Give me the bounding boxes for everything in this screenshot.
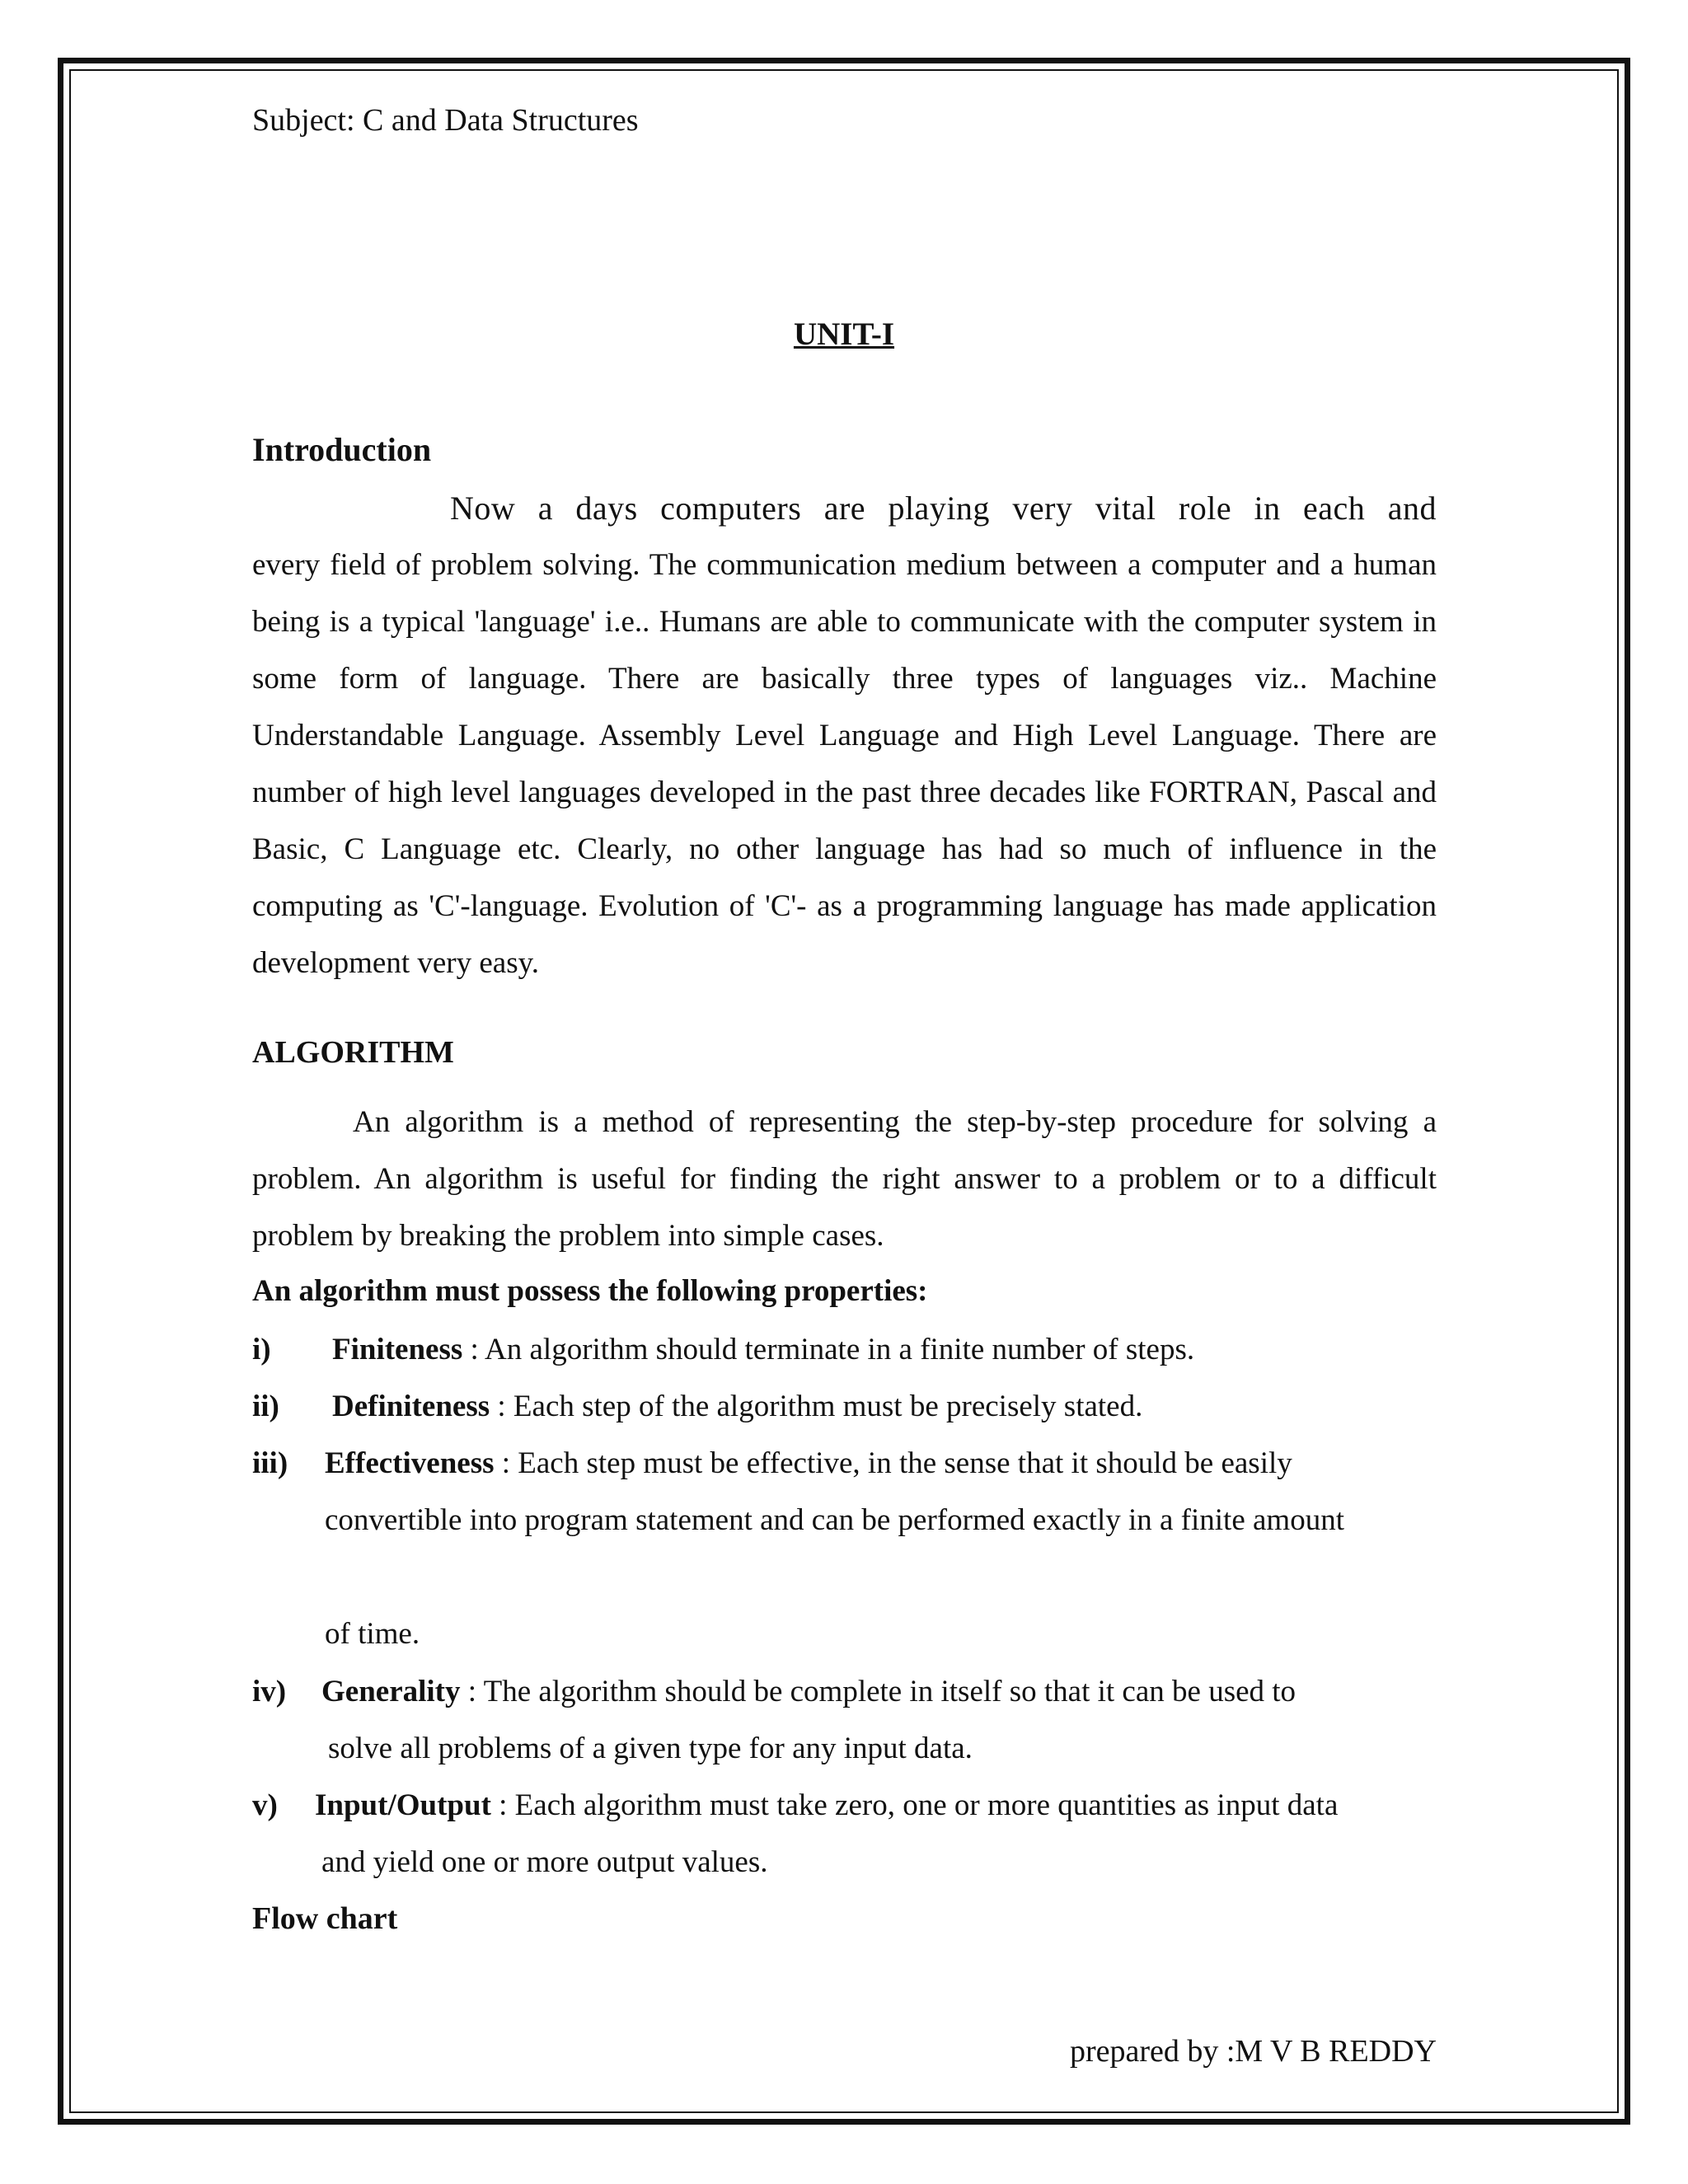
- property-term: Input/Output: [315, 1788, 491, 1822]
- property-number: i): [252, 1333, 271, 1366]
- property-number: v): [252, 1788, 278, 1822]
- property-tail: of time.: [325, 1617, 420, 1651]
- properties-title: An algorithm must possess the following properties:: [252, 1274, 928, 1308]
- property-number: iv): [252, 1675, 287, 1708]
- property-continuation: convertible into program statement and can be performed exactly in a finite amount: [325, 1503, 1344, 1537]
- property-generality: [252, 1663, 1437, 1777]
- introduction-heading: Introduction: [252, 431, 432, 468]
- property-number: ii): [252, 1390, 279, 1423]
- property-finiteness: [252, 1321, 1437, 1378]
- property-text: : Each step of the algorithm must be precisely stated.: [490, 1390, 1143, 1423]
- prepared-by-footer: prepared by :M V B REDDY: [1069, 2034, 1437, 2069]
- flow-chart-heading: Flow chart: [252, 1901, 398, 1936]
- subject-header: Subject: C and Data Structures: [252, 103, 639, 138]
- property-text: : Each algorithm must take zero, one or more quantities as input data: [490, 1788, 1339, 1822]
- introduction-paragraph: [252, 480, 1437, 991]
- algorithm-paragraph: An algorithm is a method of representing the step-by-step procedure for solving a problem. An algorithm is useful for finding the right answer to a problem or to a difficult problem by breaking the problem into simple cases.: [252, 1105, 1437, 1253]
- unit-title: UNIT-I: [793, 316, 895, 352]
- introduction-first-line: Now a days computers are playing very vital role in each and: [450, 490, 1437, 527]
- introduction-body: every field of problem solving. The communication medium between a computer and a human being is a typical 'language' i.e.. Humans are able to communicate with the computer system in some form of language. There are basically three types of languages viz.. Machine Understandable Language. Assembly Level Language and High Level Language. There are number of high level languages developed in the past three decades like FORTRAN, Pascal and Basic, C Language etc. Clearly, no other language has had so much of influence in the computing as 'C'-language. Evolution of 'C'- as a programming language has made application development very easy.: [252, 548, 1437, 980]
- property-term: Generality: [321, 1675, 461, 1708]
- property-input-output: [252, 1777, 1437, 1891]
- property-continuation: solve all problems of a given type for any input data.: [328, 1732, 973, 1765]
- property-text: : An algorithm should terminate in a finite number of steps.: [462, 1333, 1195, 1366]
- property-text: : Each step must be effective, in the sense that it should be easily: [494, 1446, 1292, 1480]
- property-text: : The algorithm should be complete in itself so that it can be used to: [460, 1675, 1296, 1708]
- property-number: iii): [252, 1446, 288, 1480]
- property-term: Effectiveness: [325, 1446, 495, 1480]
- property-effectiveness: [252, 1435, 1437, 1662]
- property-definiteness: [252, 1378, 1437, 1435]
- property-term: Definiteness: [332, 1390, 490, 1423]
- property-term: Finiteness: [332, 1333, 463, 1366]
- algorithm-heading: ALGORITHM: [252, 1035, 454, 1070]
- property-continuation: and yield one or more output values.: [321, 1845, 768, 1879]
